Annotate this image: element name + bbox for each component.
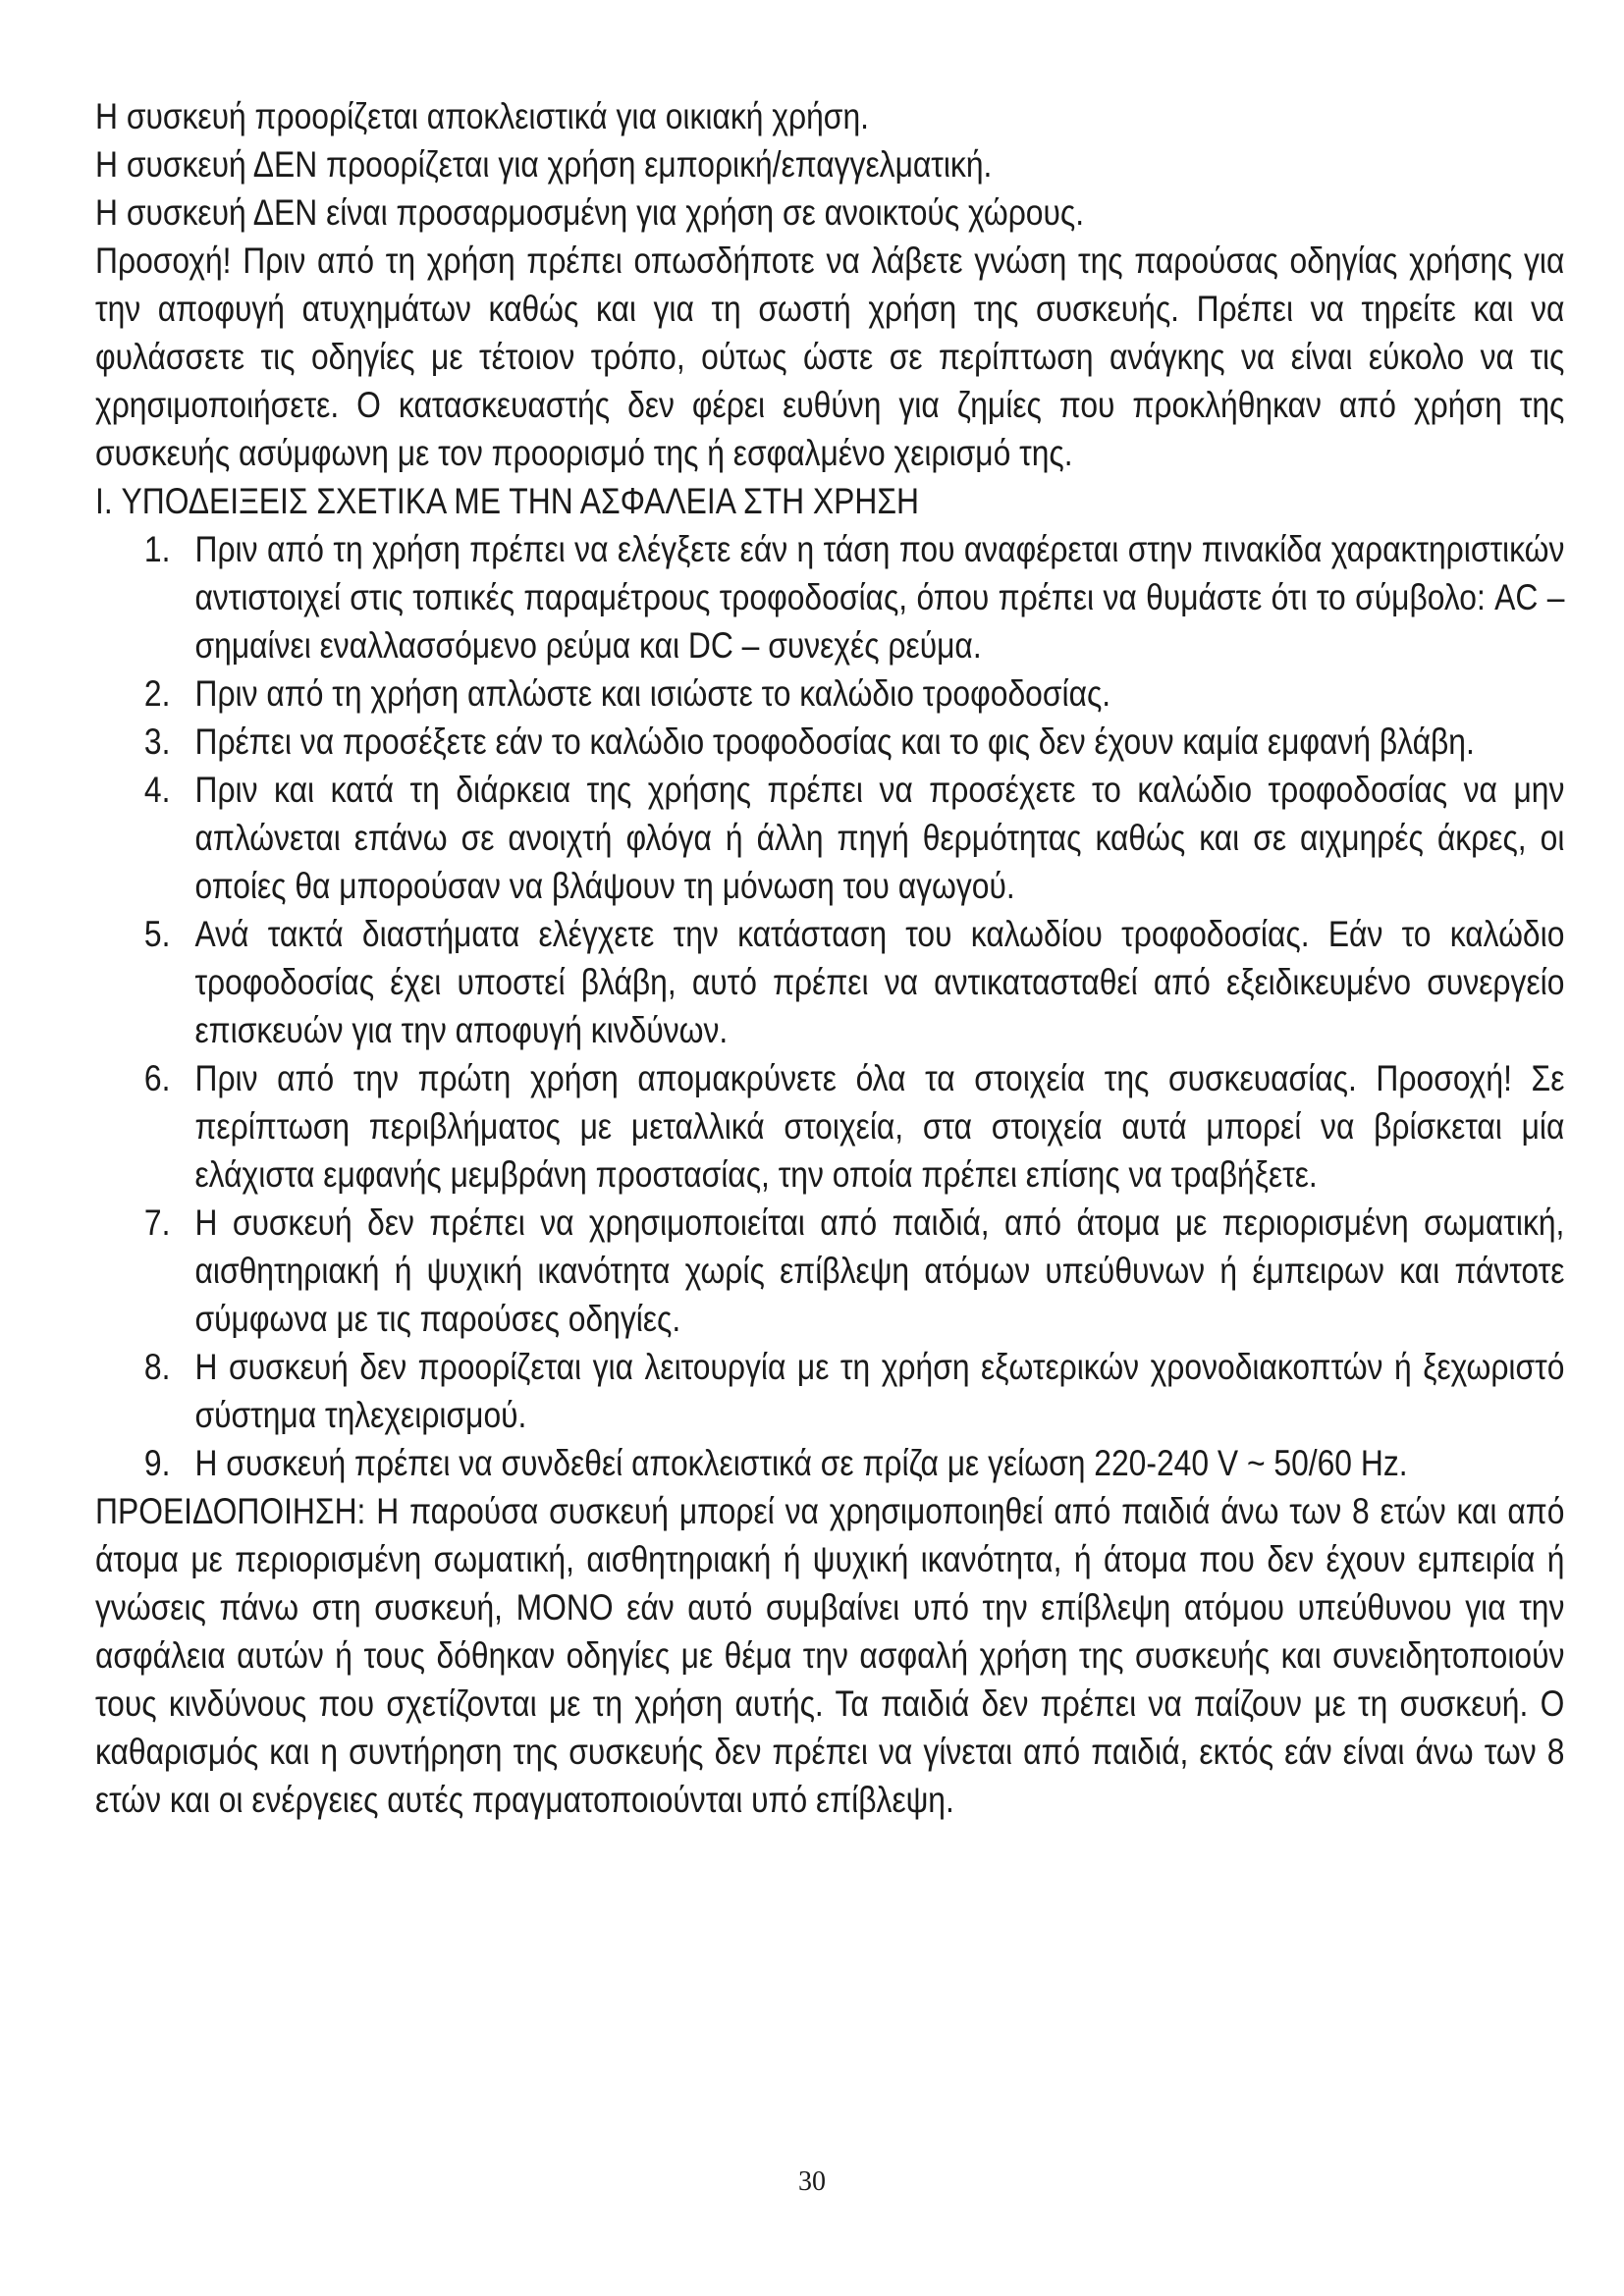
section-heading-safety: I. ΥΠΟΔΕΙΞΕΙΣ ΣΧΕΤΙΚΑ ΜΕ ΤΗΝ ΑΣΦΑΛΕΙΑ ΣΤΗ ΧΡΗΣΗ — [95, 481, 920, 521]
intro-line-household: Η συσκευή προορίζεται αποκλειστικά για οικιακή χρήση. — [95, 96, 869, 136]
safety-rule — [95, 669, 1564, 718]
safety-rule — [95, 1343, 1564, 1439]
rule-number: 8. — [143, 1347, 171, 1387]
manual-page — [95, 92, 1564, 1824]
rule-text: Η συσκευή πρέπει να συνδεθεί αποκλειστικά σε πρίζα με γείωση 220-240 V ~ 50/60 Hz. — [194, 1443, 1408, 1483]
rule-text: Πριν από την πρώτη χρήση απομακρύνετε όλα τα στοιχεία της συσκευασίας. Προσοχή! Σε περίπτωση περιβλήματος με μεταλλικά στοιχεία, στα στοιχεία αυτά μπορεί να βρίσκεται μία ελάχιστα εμφανής μεμβράνη προστασίας, την οποία πρέπει επίσης να τραβήξετε. — [194, 1058, 1565, 1195]
rule-number: 4. — [143, 770, 171, 810]
rule-text: Η συσκευή δεν πρέπει να χρησιμοποιείται από παιδιά, από άτομα με περιορισμένη σωματική, αισθητηριακή ή ψυχική ικανότητα χωρίς επίβλεψη ατόμων υπεύθυνων ή έμπειρων και πάντοτε σύμφωνα με τις παρούσες οδηγίες. — [194, 1202, 1565, 1339]
rule-text: Πρέπει να προσέξετε εάν το καλώδιο τροφοδοσίας και το φις δεν έχουν καμία εμφανή βλάβη. — [194, 721, 1475, 762]
safety-rule — [95, 1054, 1564, 1199]
safety-rule — [95, 718, 1564, 766]
rule-number: 5. — [143, 914, 171, 954]
rule-number: 1. — [143, 529, 171, 569]
safety-rules-list — [95, 525, 1564, 1487]
rule-number: 6. — [143, 1058, 171, 1098]
safety-rule — [95, 910, 1564, 1054]
warning-paragraph: ΠΡΟΕΙΔΟΠΟΙΗΣΗ: Η παρούσα συσκευή μπορεί να χρησιμοποιηθεί από παιδιά άνω των 8 ετών και από άτομα με περιορισμένη σωματική, αισθητηριακή ή ψυχική ικανότητα, ή άτομα που δεν έχουν εμπειρία ή γνώσεις πάνω στη συσκευή, ΜΟΝΟ εάν αυτό συμβαίνει υπό την επίβλεψη ατόμου υπεύθυνου για την ασφάλεια αυτών ή τους δόθηκαν οδηγίες με θέμα την ασφαλή χρήση της συσκευής και συνειδητοποιούν τους κινδύνους που σχετίζονται με τη χρήση αυτής. Τα παιδιά δεν πρέπει να παίζουν με τη συσκευή. Ο καθαρισμός και η συντήρηση της συσκευής δεν πρέπει να γίνεται από παιδιά, εκτός εάν είναι άνω των 8 ετών και οι ενέργειες αυτές πραγματοποιούνται υπό επίβλεψη. — [95, 1491, 1565, 1820]
intro-line-not-outdoor: Η συσκευή ΔΕΝ είναι προσαρμοσμένη για χρήση σε ανοικτούς χώρους. — [95, 192, 1085, 233]
safety-rule — [95, 525, 1564, 669]
safety-rule — [95, 1199, 1564, 1343]
rule-number: 2. — [143, 673, 171, 714]
safety-rule — [95, 1439, 1564, 1487]
rule-number: 3. — [143, 721, 171, 762]
rule-text: Η συσκευή δεν προορίζεται για λειτουργία με τη χρήση εξωτερικών χρονοδιακοπτών ή ξεχωριστό σύστημα τηλεχειρισμού. — [194, 1347, 1565, 1435]
rule-text: Πριν από τη χρήση πρέπει να ελέγξετε εάν η τάση που αναφέρεται στην πινακίδα χαρακτηριστικών αντιστοιχεί στις τοπικές παραμέτρους τροφοδοσίας, όπου πρέπει να θυμάστε ότι το σύμβολο: AC – σημαίνει εναλλασσόμενο ρεύμα και DC – συνεχές ρεύμα. — [194, 529, 1565, 666]
rule-number: 9. — [143, 1443, 171, 1483]
safety-rule — [95, 766, 1564, 910]
rule-text: Πριν και κατά τη διάρκεια της χρήσης πρέπει να προσέχετε το καλώδιο τροφοδοσίας να μην απλώνεται επάνω σε ανοιχτή φλόγα ή άλλη πηγή θερμότητας καθώς και σε αιχμηρές άκρες, οι οποίες θα μπορούσαν να βλάψουν τη μόνωση του αγωγού. — [194, 770, 1565, 906]
rule-text: Ανά τακτά διαστήματα ελέγχετε την κατάσταση του καλωδίου τροφοδοσίας. Εάν το καλώδιο τροφοδοσίας έχει υποστεί βλάβη, αυτό πρέπει να αντικατασταθεί από εξειδικευμένο συνεργείο επισκευών για την αποφυγή κινδύνων. — [194, 914, 1565, 1050]
intro-line-not-commercial: Η συσκευή ΔΕΝ προορίζεται για χρήση εμπορική/επαγγελματική. — [95, 144, 993, 185]
rule-text: Πριν από τη χρήση απλώστε και ισιώστε το καλώδιο τροφοδοσίας. — [194, 673, 1111, 714]
rule-number: 7. — [143, 1202, 171, 1243]
caution-paragraph: Προσοχή! Πριν από τη χρήση πρέπει οπωσδήποτε να λάβετε γνώση της παρούσας οδηγίας χρήσης για την αποφυγή ατυχημάτων καθώς και για τη σωστή χρήση της συσκευής. Πρέπει να τηρείτε και να φυλάσσετε τις οδηγίες με τέτοιον τρόπο, ούτως ώστε σε περίπτωση ανάγκης να είναι εύκολο να τις χρησιμοποιήσετε. Ο κατασκευαστής δεν φέρει ευθύνη για ζημίες που προκλήθηκαν από χρήση της συσκευής ασύμφωνη με τον προορισμό της ή εσφαλμένο χειρισμό της. — [95, 240, 1565, 473]
page-number: 30 — [798, 2166, 826, 2197]
